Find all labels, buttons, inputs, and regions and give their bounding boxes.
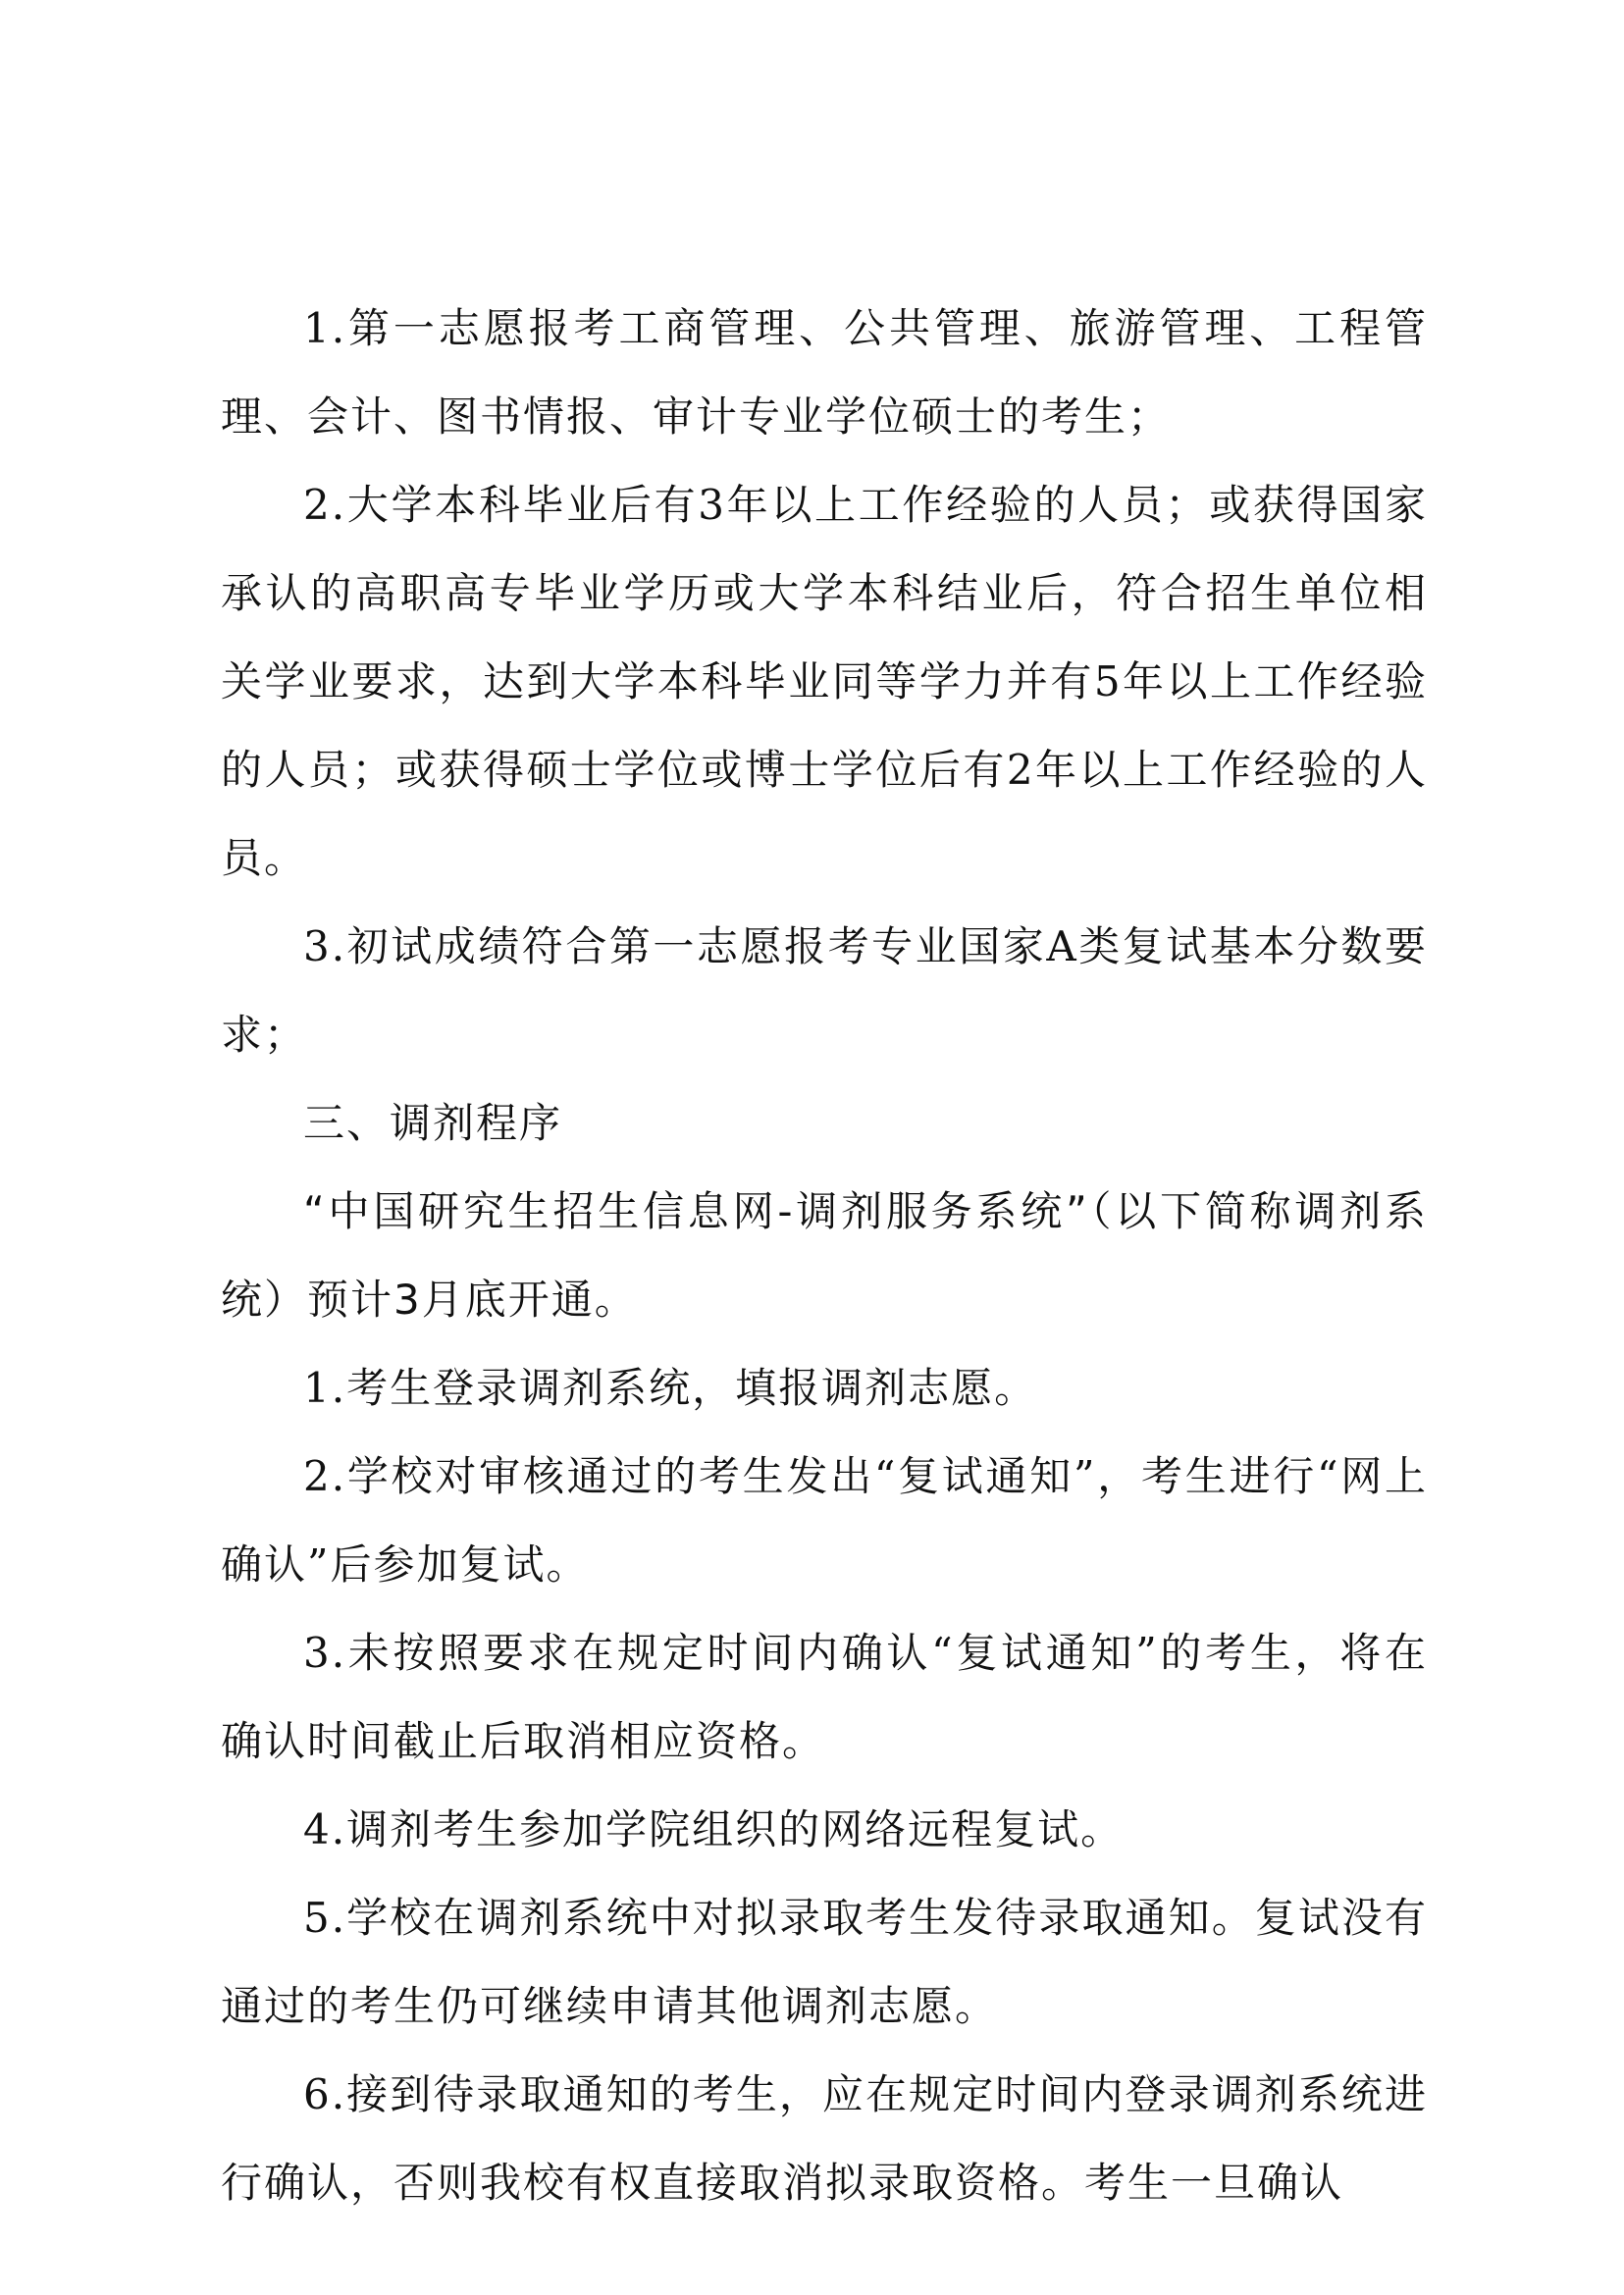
paragraph-requirement-3: 3.初试成绩符合第一志愿报考专业国家A类复试基本分数要求； xyxy=(221,922,1428,1059)
paragraph-step-5: 5.学校在调剂系统中对拟录取考生发待录取通知。复试没有通过的考生仍可继续申请其他调剂志愿。 xyxy=(221,1894,1428,2030)
paragraph-step-3: 3.未按照要求在规定时间内确认“复试通知”的考生，将在确认时间截止后取消相应资格。 xyxy=(221,1629,1428,1765)
document-body xyxy=(221,285,1428,2227)
section-heading-adjustment-procedure: 三、调剂程序 xyxy=(303,1099,563,1147)
paragraph-step-2: 2.学校对审核通过的考生发出“复试通知”，考生进行“网上确认”后参加复试。 xyxy=(221,1452,1428,1589)
paragraph-requirement-2: 2.大学本科毕业后有3年以上工作经验的人员；或获得国家承认的高职高专毕业学历或大学本科结业后，符合招生单位相关学业要求，达到大学本科毕业同等学力并有5年以上工作经验的人员；或获得硕士学位或博士学位后有2年以上工作经验的人员。 xyxy=(221,481,1428,882)
paragraph-step-6: 6.接到待录取通知的考生，应在规定时间内登录调剂系统进行确认，否则我校有权直接取消拟录取资格。考生一旦确认 xyxy=(221,2070,1428,2207)
paragraph-requirement-1: 1.第一志愿报考工商管理、公共管理、旅游管理、工程管理、会计、图书情报、审计专业学位硕士的考生； xyxy=(221,304,1428,441)
paragraph-step-4: 4.调剂考生参加学院组织的网络远程复试。 xyxy=(303,1805,1125,1853)
paragraph-step-1: 1.考生登录调剂系统，填报调剂志愿。 xyxy=(303,1364,1038,1412)
paragraph-system-intro: “中国研究生招生信息网-调剂服务系统”（以下简称调剂系统）预计3月底开通。 xyxy=(221,1187,1428,1324)
